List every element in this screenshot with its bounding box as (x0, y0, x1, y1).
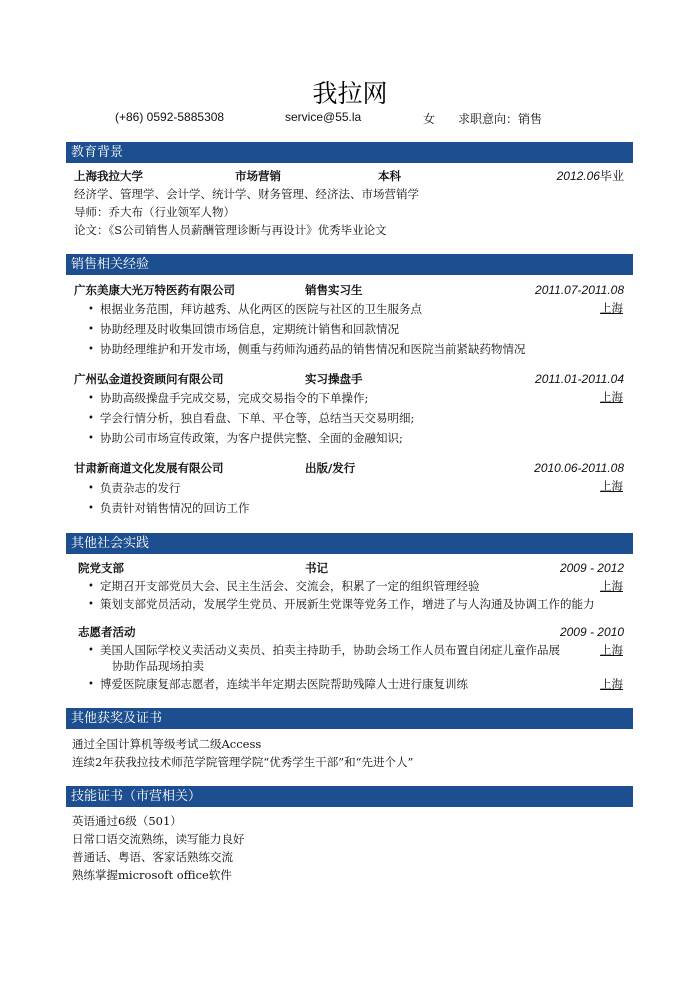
job-duty: 根据业务范围，拜访越秀、从化两区的医院与社区的卫生服务点 (100, 302, 422, 316)
job-company: 广州弘金道投资顾问有限公司 (74, 372, 224, 386)
resume-name: 我拉网 (312, 79, 388, 108)
practice-date: 2009 - 2010 (559, 625, 624, 639)
job-duty: 协助公司市场宣传政策，为客户提供完整、全面的金融知识; (100, 431, 403, 445)
practice-duty: 策划支部党员活动，发展学生党员、开展新生党课等党务工作，增进了与人沟通及协调工作的能力 (100, 597, 595, 611)
job-duty: 协助经理及时收集回馈市场信息，定期统计销售和回款情况 (100, 322, 399, 336)
education-advisor: 导师：乔大布（行业领军人物） (74, 205, 235, 219)
section-header-education: 教育背景 (66, 142, 633, 163)
job-location: 上海 (600, 479, 623, 493)
bullet-icon: • (88, 503, 94, 514)
education-courses: 经济学、管理学、会计学、统计学、财务管理、经济法、市场营销学 (74, 187, 419, 201)
bullet-icon: • (88, 599, 94, 610)
job-company: 甘肃新商道文化发展有限公司 (74, 461, 224, 475)
bullet-icon: • (88, 344, 94, 355)
skill-item: 英语通过6级（501） (72, 814, 182, 828)
section-header-sales: 销售相关经验 (66, 254, 633, 275)
job-date: 2010.06-2011.08 (534, 461, 624, 475)
job-duty: 协助高级操盘手完成交易，完成交易指令的下单操作; (100, 391, 369, 405)
education-thesis: 论文：《S公司销售人员薪酬管理诊断与再设计》优秀毕业论文 (74, 223, 387, 237)
skill-item: 普通话、粤语、客家话熟练交流 (72, 850, 233, 864)
bullet-icon: • (88, 645, 94, 656)
award-item: 连续2年获我拉技术师范学院管理学院“优秀学生干部”和“先进个人” (72, 755, 414, 769)
section-header-social: 其他社会实践 (66, 533, 633, 554)
skill-item: 熟练掌握microsoft office软件 (72, 868, 232, 882)
practice-location: 上海 (600, 579, 623, 593)
practice-role: 书记 (305, 561, 328, 575)
practice-org: 院党支部 (78, 561, 124, 575)
practice-duty-continued: 协助作品现场拍卖 (112, 659, 204, 673)
job-duty: 负责杂志的发行 (100, 481, 181, 495)
job-role: 出版/发行 (305, 461, 356, 475)
education-school: 上海我拉大学 (74, 169, 143, 183)
job-duty: 协助经理维护和开发市场，侧重与药师沟通药品的销售情况和医院当前紧缺药物情况 (100, 342, 526, 356)
skill-item: 日常口语交流熟练，读写能力良好 (72, 832, 245, 846)
job-date: 2011.01-2011.04 (535, 372, 624, 386)
bullet-icon: • (88, 413, 94, 424)
job-role: 销售实习生 (305, 283, 363, 297)
practice-date: 2009 - 2012 (559, 561, 624, 575)
practice-duty: 美国人国际学校义卖活动义卖员、拍卖主持助手，协助会场工作人员布置自闭症儿童作品展 (100, 643, 560, 657)
phone-number: (+86) 0592-5885308 (115, 110, 225, 124)
bullet-icon: • (88, 483, 94, 494)
job-role: 实习操盘手 (305, 372, 363, 386)
practice-location: 上海 (600, 677, 623, 691)
email-address: service@55.la (285, 110, 362, 124)
practice-duty: 博爱医院康复部志愿者，连续半年定期去医院帮助残障人士进行康复训练 (100, 677, 468, 691)
award-item: 通过全国计算机等级考试二级Access (72, 737, 262, 751)
education-degree: 本科 (378, 169, 401, 183)
job-location: 上海 (600, 301, 623, 315)
gender: 女 (423, 112, 436, 126)
bullet-icon: • (88, 679, 94, 690)
bullet-icon: • (88, 433, 94, 444)
practice-duty: 定期召开支部党员大会、民主生活会、交流会，积累了一定的组织管理经验 (100, 579, 480, 593)
bullet-icon: • (88, 324, 94, 335)
job-duty: 学会行情分析，独自看盘、下单、平仓等，总结当天交易明细; (100, 411, 415, 425)
section-header-skills: 技能证书（市营相关） (66, 786, 633, 807)
section-header-awards: 其他获奖及证书 (66, 708, 633, 729)
education-major: 市场营销 (235, 169, 281, 183)
job-date: 2011.07-2011.08 (535, 283, 624, 297)
job-objective: 求职意向：销售 (458, 112, 543, 126)
job-company: 广东美康大光万特医药有限公司 (74, 283, 235, 297)
practice-location: 上海 (600, 643, 623, 657)
job-duty: 负责针对销售情况的回访工作 (100, 501, 250, 515)
bullet-icon: • (88, 304, 94, 315)
bullet-icon: • (88, 581, 94, 592)
practice-org: 志愿者活动 (78, 625, 136, 639)
job-location: 上海 (600, 390, 623, 404)
education-date: 2012.06毕业 (556, 169, 624, 183)
bullet-icon: • (88, 393, 94, 404)
